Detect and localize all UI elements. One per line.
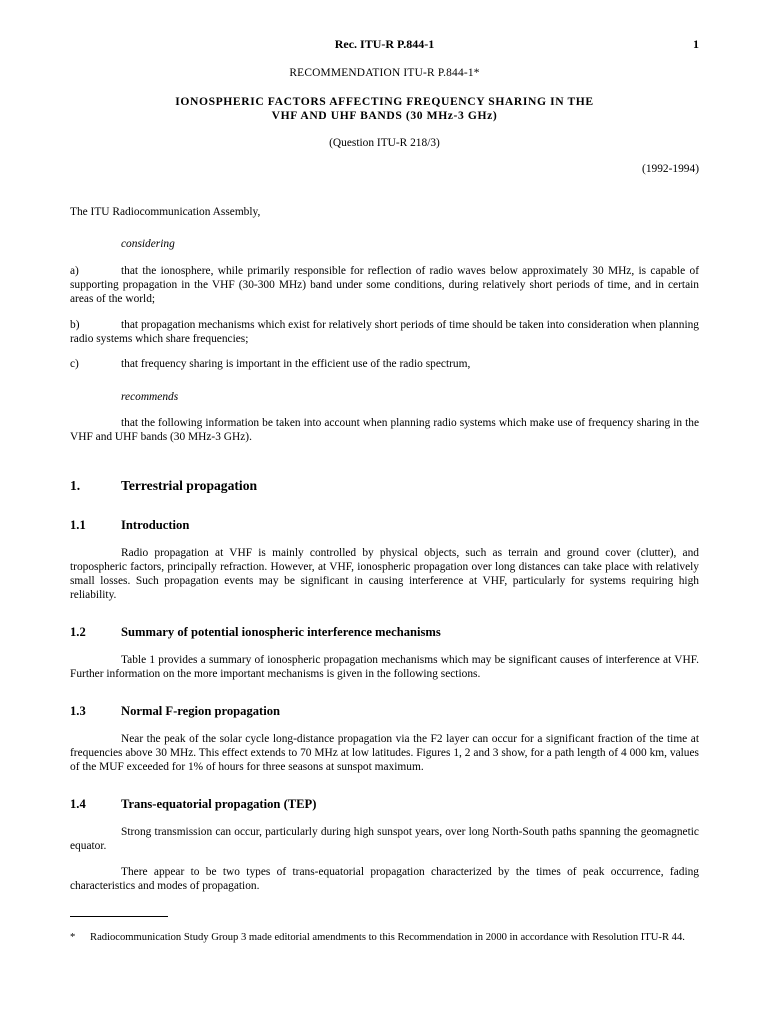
section-title: Normal F-region propagation — [121, 704, 281, 718]
section-1-2-heading — [70, 625, 441, 639]
section-title: Summary of potential ionospheric interference mechanisms — [121, 625, 441, 639]
page-number: 1 — [693, 37, 699, 51]
item-text: that frequency sharing is important in the efficient use of the radio spectrum, — [121, 358, 471, 370]
section-1-4-heading — [70, 797, 316, 811]
document-title — [70, 95, 699, 123]
section-number: 1.3 — [70, 704, 86, 718]
section-number: 1.2 — [70, 625, 86, 639]
document-title-line-2: VHF AND UHF BANDS (30 MHz-3 GHz) — [271, 109, 498, 122]
footnote-text: Radiocommunication Study Group 3 made editorial amendments to this Recommendation in 2000 in accordance with Resolution ITU-R 44. — [90, 932, 685, 943]
considering-item-c — [70, 357, 699, 371]
footnote-separator — [70, 916, 168, 917]
footnote-mark: * — [70, 932, 76, 943]
considering-item-a — [70, 264, 699, 306]
question-reference: (Question ITU-R 218/3) — [329, 137, 440, 149]
recommends-label: recommends — [121, 391, 179, 403]
recommendation-title: RECOMMENDATION ITU-R P.844-1* — [289, 67, 480, 79]
item-label: a) — [70, 265, 79, 277]
section-1-2-paragraph: Table 1 provides a summary of ionospheric propagation mechanisms which may be significant causes of interference at VHF. Further information on the more important mechanisms is given in the following sections. — [70, 654, 699, 680]
running-header-title: Rec. ITU-R P.844-1 — [334, 37, 435, 51]
item-label: c) — [70, 358, 79, 370]
section-title: Introduction — [121, 518, 190, 532]
section-1-4-paragraph-2: There appear to be two types of trans-equatorial propagation characterized by the times of peak occurrence, fading characteristics and modes of propagation. — [70, 866, 699, 892]
section-1-4-paragraph-1: Strong transmission can occur, particularly during high sunspot years, over long North-South paths spanning the geomagnetic equator. — [70, 826, 699, 852]
assembly-line: The ITU Radiocommunication Assembly, — [70, 206, 261, 218]
document-title-line-1: IONOSPHERIC FACTORS AFFECTING FREQUENCY SHARING IN THE — [175, 95, 594, 108]
item-label: b) — [70, 319, 80, 331]
section-1-1-paragraph: Radio propagation at VHF is mainly controlled by physical objects, such as terrain and ground cover (clutter), and tropospheric factors, principally refraction. However, at VHF, ionospheric propagation over long distances can take place with relatively small losses. Such propagation events may be significant in causing interference at VHF, particularly for systems requiring high reliability. — [70, 547, 699, 601]
section-title: Terrestrial propagation — [121, 478, 258, 493]
considering-item-b — [70, 318, 699, 346]
section-1-3-heading — [70, 704, 280, 718]
item-text: that the ionosphere, while primarily responsible for reflection of radio waves below approximately 30 MHz, is capable of supporting propagation in the VHF (30-300 MHz) band under some conditions, during relatively short periods of time, and in certain areas of the world; — [70, 265, 699, 305]
section-1-3-paragraph: Near the peak of the solar cycle long-distance propagation via the F2 layer can occur for a significant fraction of the time at frequencies above 30 MHz. This effect extends to 70 MHz at low latitudes. Figures 1, 2 and 3 show, for a path length of 4 000 km, values of the MUF exceeded for 1% of hours for three seasons at sunspot maximum. — [70, 733, 699, 773]
section-number: 1. — [70, 478, 81, 493]
years: (1992-1994) — [642, 163, 699, 175]
section-title: Trans-equatorial propagation (TEP) — [121, 797, 317, 811]
section-number: 1.1 — [70, 518, 86, 532]
section-number: 1.4 — [70, 797, 86, 811]
item-text: that propagation mechanisms which exist for relatively short periods of time should be taken into consideration when planning radio systems which share frequencies; — [70, 319, 699, 345]
section-1-1-heading — [70, 518, 189, 532]
footnote — [70, 931, 699, 944]
section-1-heading — [70, 479, 257, 493]
considering-label: considering — [121, 238, 175, 250]
recommends-paragraph: that the following information be taken into account when planning radio systems which make use of frequency sharing in the VHF and UHF bands (30 MHz-3 GHz). — [70, 417, 699, 443]
